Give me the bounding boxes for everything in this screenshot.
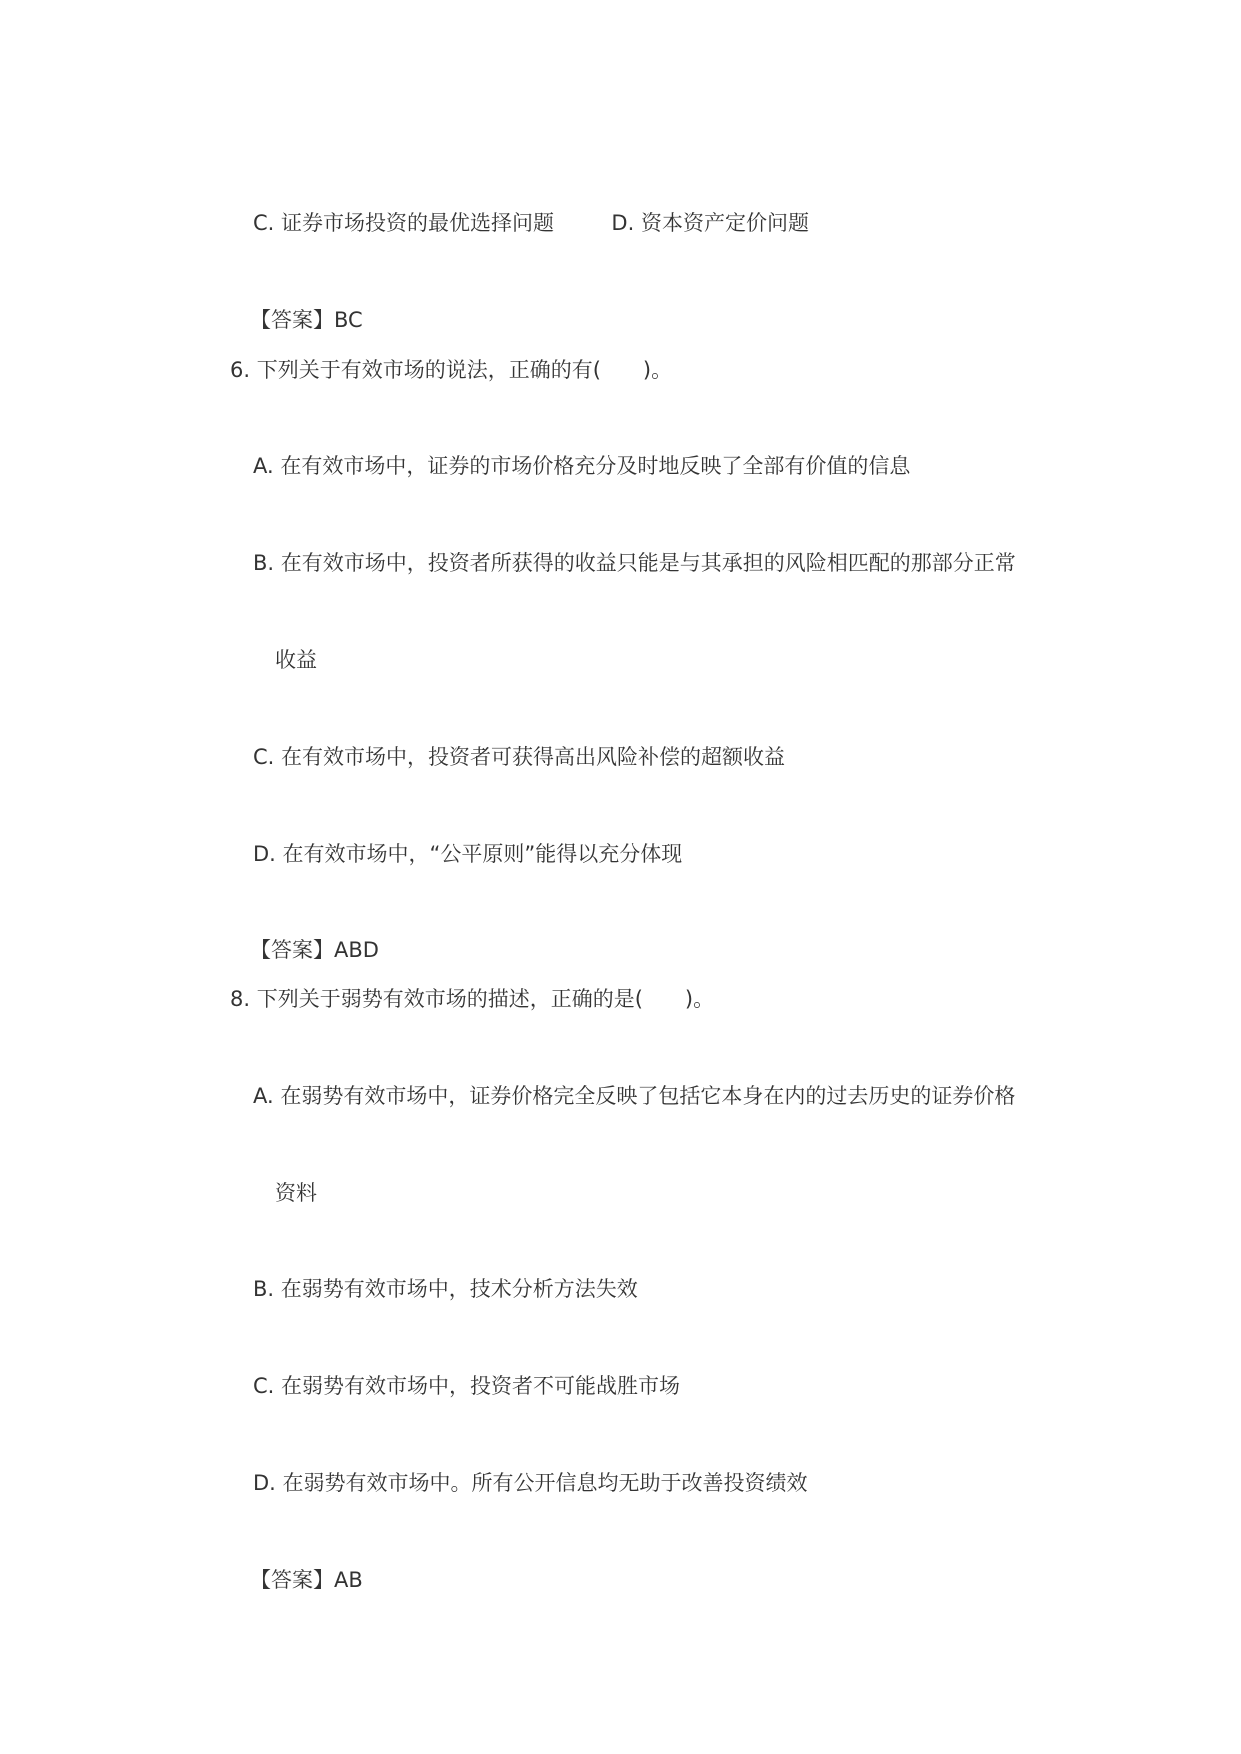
q8-option-c-letter: C. — [253, 1374, 275, 1398]
q8-option-b-text: 在弱势有效市场中，技术分析方法失效 — [280, 1277, 638, 1301]
q5-answer — [250, 305, 363, 335]
q8-answer-label: 【答案】 — [250, 1568, 334, 1592]
q8-option-b-letter: B. — [253, 1277, 275, 1301]
q6-option-c-text: 在有效市场中，投资者可获得高出风险补偿的超额收益 — [281, 745, 786, 769]
q8-option-a-letter: A. — [253, 1084, 274, 1108]
q5-option-c-text: 证券市场投资的最优选择问题 — [281, 211, 555, 235]
q6-option-a-letter: A. — [253, 454, 274, 478]
q8-option-d — [253, 1468, 808, 1498]
q6-answer-value: ABD — [334, 938, 379, 962]
q6-stem-text: 下列关于有效市场的说法，正确的有( )。 — [256, 358, 673, 382]
q6-option-a-text: 在有效市场中，证券的市场价格充分及时地反映了全部有价值的信息 — [280, 454, 911, 478]
q6-option-c-letter: C. — [253, 745, 275, 769]
q6-option-d — [253, 839, 682, 869]
q5-option-c-letter: C. — [253, 211, 275, 235]
q6-number: 6. — [230, 358, 251, 382]
q6-option-b-text-cont: 收益 — [275, 648, 317, 672]
q5-answer-value: BC — [334, 308, 363, 332]
q6-option-b — [253, 548, 1016, 578]
q5-option-d-letter: D. — [611, 211, 635, 235]
q8-option-a-continuation — [275, 1178, 317, 1208]
q5-option-c-d-row — [253, 208, 809, 238]
q5-option-d-text: 资本资产定价问题 — [640, 211, 809, 235]
q6-stem — [230, 355, 672, 385]
q8-answer-value: AB — [334, 1568, 363, 1592]
q8-answer — [250, 1565, 363, 1595]
q8-option-b — [253, 1274, 638, 1304]
q5-answer-label: 【答案】 — [250, 308, 334, 332]
q6-option-c — [253, 742, 785, 772]
q6-option-b-letter: B. — [253, 551, 275, 575]
q8-option-a-text: 在弱势有效市场中，证券价格完全反映了包括它本身在内的过去历史的证券价格 — [280, 1084, 1016, 1108]
q8-option-d-letter: D. — [253, 1471, 276, 1495]
q8-number: 8. — [230, 987, 251, 1011]
q6-option-a — [253, 451, 910, 481]
q6-option-b-text: 在有效市场中，投资者所获得的收益只能是与其承担的风险相匹配的那部分正常 — [280, 551, 1016, 575]
q8-stem-text: 下列关于弱势有效市场的描述，正确的是( )。 — [256, 987, 715, 1011]
q8-stem — [230, 984, 714, 1014]
q6-option-b-continuation — [275, 645, 317, 675]
q8-option-a-text-cont: 资料 — [275, 1181, 317, 1205]
q8-option-a — [253, 1081, 1015, 1111]
q6-option-d-text: 在有效市场中，“公平原则”能得以充分体现 — [282, 842, 683, 866]
q6-option-d-letter: D. — [253, 842, 276, 866]
q6-answer — [250, 935, 379, 965]
q6-answer-label: 【答案】 — [250, 938, 334, 962]
q8-option-c-text: 在弱势有效市场中，投资者不可能战胜市场 — [281, 1374, 681, 1398]
q8-option-d-text: 在弱势有效市场中。所有公开信息均无助于改善投资绩效 — [282, 1471, 808, 1495]
q8-option-c — [253, 1371, 680, 1401]
